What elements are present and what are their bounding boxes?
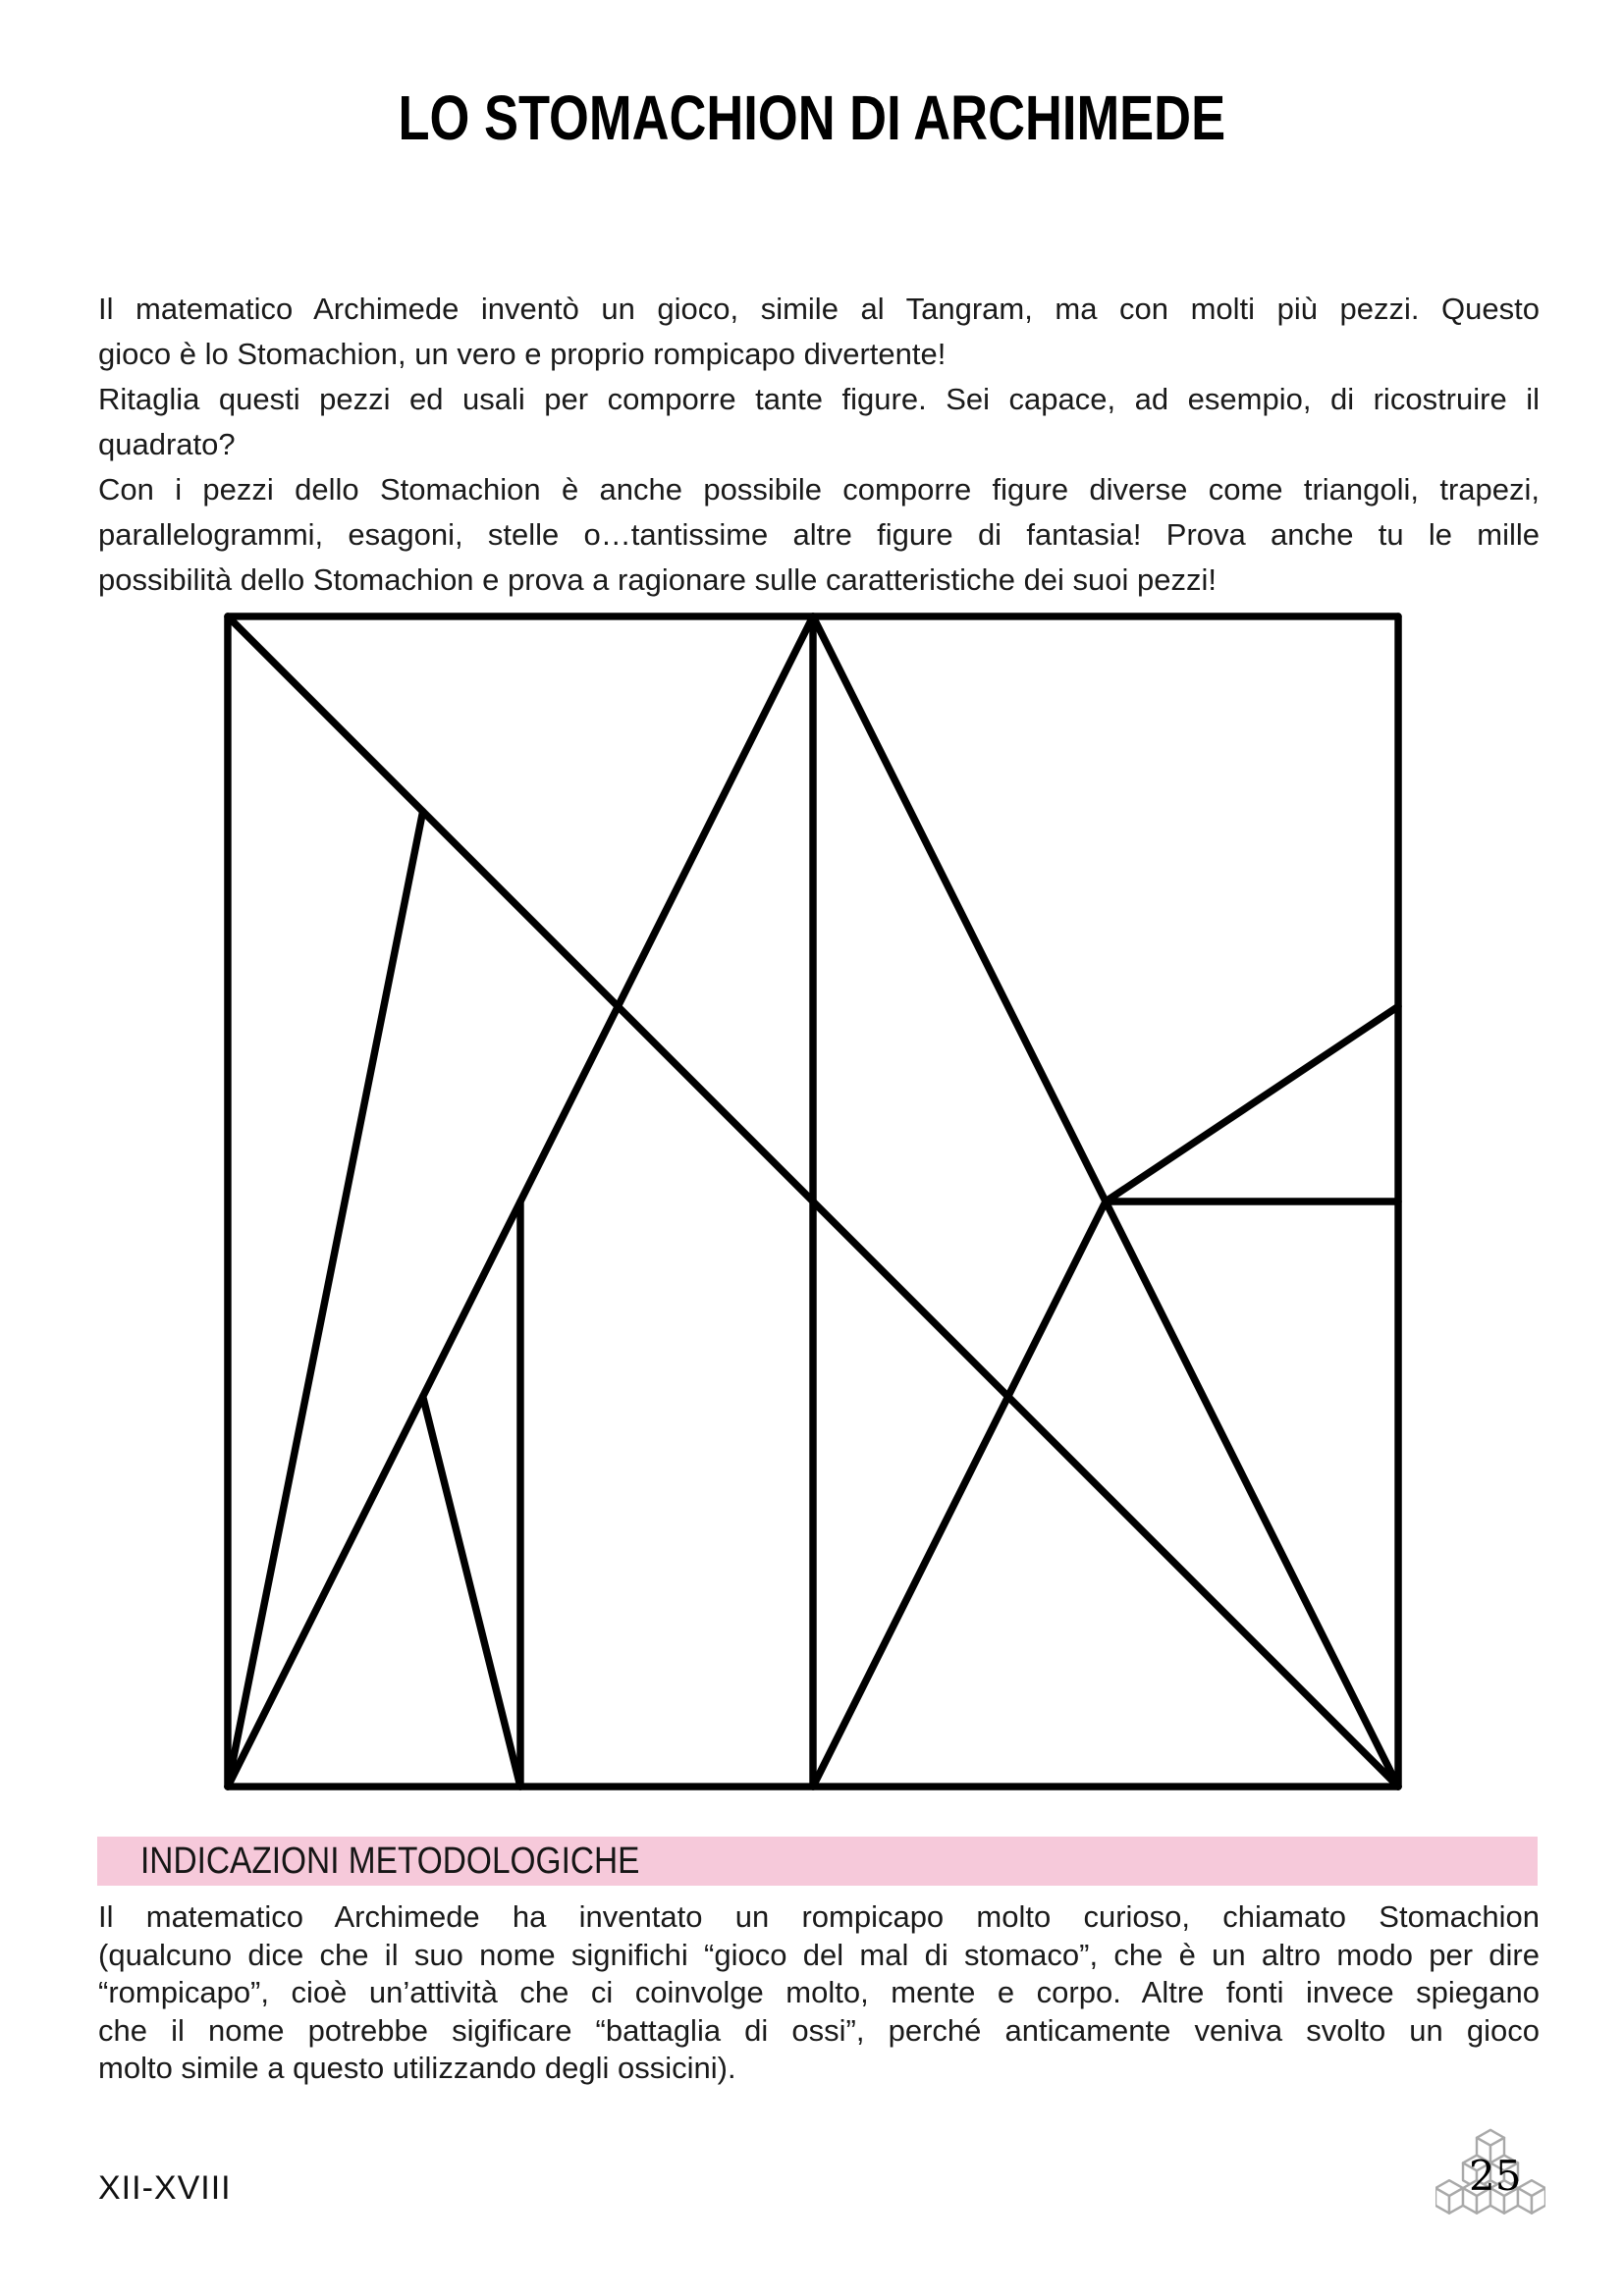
figure-segment <box>423 1397 520 1787</box>
text-line: (qualcuno dice che il suo nome significhi “gioco del mal di stomaco”, che è un altro modo per dire <box>98 1937 1540 1972</box>
text-line: Ritaglia questi pezzi ed usali per comporre tante figure. Sei capace, ad esempio, di ricostruire il <box>98 382 1540 416</box>
intro-text <box>98 287 1540 603</box>
page-title-text: LO STOMACHION DI ARCHIMEDE <box>398 82 1226 153</box>
stomachion-figure <box>222 611 1404 1792</box>
logo-cube <box>1435 2180 1463 2214</box>
figure-segment <box>1106 1006 1398 1201</box>
text-line: che il nome potrebbe sigificare “battaglia di ossi”, perché anticamente veniva svolto un gioco <box>98 2012 1540 2048</box>
text-line: Con i pezzi dello Stomachion è anche possibile comporre figure diverse come triangoli, trapezi, <box>98 472 1540 507</box>
figure-segment <box>813 1201 1106 1787</box>
method-banner <box>97 1837 1538 1886</box>
text-line: Il matematico Archimede inventò un gioco, simile al Tangram, ma con molti più pezzi. Questo <box>98 292 1540 326</box>
text-line: parallelogrammi, esagoni, stelle o…tantissime altre figure di fantasia! Prova anche tu le mille <box>98 517 1540 552</box>
text-line: quadrato? <box>98 427 236 461</box>
text-line: gioco è lo Stomachion, un vero e proprio rompicapo divertente! <box>98 337 947 371</box>
page-number: 25 <box>1469 2152 1522 2200</box>
text-line: Il matematico Archimede ha inventato un rompicapo molto curioso, chiamato Stomachion <box>98 1899 1540 1934</box>
logo-cube <box>1518 2180 1545 2214</box>
figure-segment <box>228 812 423 1787</box>
method-text <box>98 1898 1540 2088</box>
text-line: “rompicapo”, cioè un’attività che ci coinvolge molto, mente e corpo. Altre fonti invece spiegano <box>98 1975 1540 2010</box>
text-line: molto simile a questo utilizzando degli ossicini). <box>98 2051 736 2086</box>
method-heading: INDICAZIONI METODOLOGICHE <box>140 1841 640 1882</box>
text-line: possibilità dello Stomachion e prova a ragionare sulle caratteristiche dei suoi pezzi! <box>98 562 1218 597</box>
page-title <box>0 82 1624 153</box>
footer-section-code: XII-XVIII <box>98 2169 232 2207</box>
